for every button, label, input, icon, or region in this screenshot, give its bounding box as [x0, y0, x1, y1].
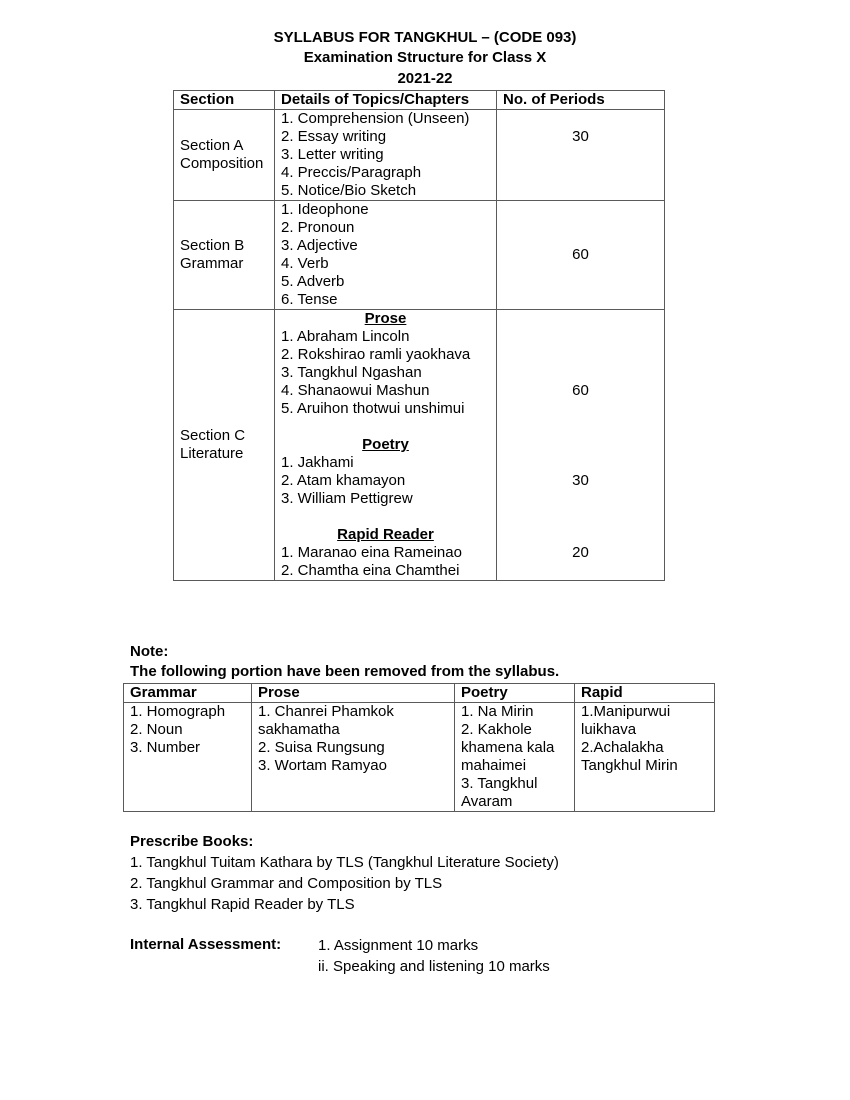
document-title: SYLLABUS FOR TANGKHUL – (CODE 093): [273, 29, 577, 46]
list-item: 2. Essay writing: [281, 128, 387, 145]
examination-structure-table: [173, 90, 665, 581]
column-header-section: Section: [174, 91, 275, 110]
list-item: sakhamatha: [258, 721, 340, 738]
section-b-periods: 60: [497, 201, 665, 310]
rapid-reader-periods: 20: [572, 544, 589, 561]
list-item: 2. Tangkhul Grammar and Composition by TLS: [130, 875, 443, 892]
list-item: 1.Manipurwui: [581, 703, 671, 720]
removed-portion-table: [123, 683, 715, 812]
list-item: mahaimei: [461, 757, 527, 774]
section-b-label: [174, 201, 275, 310]
list-item: ii. Speaking and listening 10 marks: [318, 958, 550, 975]
list-item: 2.Achalakha: [581, 739, 664, 756]
list-item: Tangkhul Mirin: [581, 757, 678, 774]
table-header-row: [174, 91, 665, 110]
section-a-topics: [275, 110, 497, 201]
list-item: 5. Adverb: [281, 273, 345, 290]
column-header-rapid: Rapid: [575, 684, 715, 703]
list-item: 3. Tangkhul: [461, 775, 538, 792]
column-header-poetry: Poetry: [455, 684, 575, 703]
poetry-heading: Poetry: [362, 436, 409, 453]
section-a-name: Section A: [180, 137, 244, 154]
list-item: khamena kala: [461, 739, 555, 756]
section-c-periods: [497, 310, 665, 581]
internal-assessment-list: [318, 935, 550, 977]
document-subtitle: Examination Structure for Class X: [303, 49, 547, 66]
periods-value: 30: [572, 128, 589, 145]
section-c-name: Section C: [180, 427, 246, 444]
list-item: 1. Abraham Lincoln: [281, 328, 410, 345]
removed-prose-cell: [252, 703, 455, 812]
column-header-prose: Prose: [252, 684, 455, 703]
internal-assessment-label: Internal Assessment:: [130, 936, 282, 953]
list-item: 4. Shanaowui Mashun: [281, 382, 430, 399]
list-item: 1. Homograph: [130, 703, 226, 720]
list-item: 2. Pronoun: [281, 219, 355, 236]
section-b-subject: Grammar: [180, 255, 244, 272]
list-item: 2. Kakhole: [461, 721, 532, 738]
list-item: 1. Jakhami: [281, 454, 354, 471]
list-item: luikhava: [581, 721, 637, 738]
list-item: 2. Rokshirao ramli yaokhava: [281, 346, 471, 363]
prescribed-books-heading: Prescribe Books:: [130, 833, 254, 850]
list-item: 1. Maranao eina Rameinao: [281, 544, 462, 561]
list-item: 3. William Pettigrew: [281, 490, 413, 507]
rapid-reader-heading: Rapid Reader: [337, 526, 434, 543]
list-item: 2. Atam khamayon: [281, 472, 406, 489]
removed-rapid-cell: [575, 703, 715, 812]
table-header-row: [124, 684, 715, 703]
list-item: 1. Assignment 10 marks: [318, 937, 479, 954]
table-row: [124, 703, 715, 812]
list-item: 2. Noun: [130, 721, 183, 738]
list-item: 2. Chamtha eina Chamthei: [281, 562, 460, 579]
section-a-subject: Composition: [180, 155, 264, 172]
list-item: 1. Chanrei Phamkok: [258, 703, 394, 720]
prose-heading: Prose: [364, 310, 407, 327]
list-item: 2. Suisa Rungsung: [258, 739, 385, 756]
list-item: 3. Letter writing: [281, 146, 384, 163]
prose-periods: 60: [572, 382, 589, 399]
section-c-topics: [275, 310, 497, 581]
removed-grammar-cell: [124, 703, 252, 812]
list-item: 6. Tense: [281, 291, 338, 308]
list-item: 1. Tangkhul Tuitam Kathara by TLS (Tangkhul Literature Society): [130, 854, 559, 871]
list-item: 1. Comprehension (Unseen): [281, 110, 470, 127]
table-row-section-c: [174, 310, 665, 581]
list-item: 5. Aruihon thotwui unshimui: [281, 400, 465, 417]
column-header-details: Details of Topics/Chapters: [275, 91, 497, 110]
note-label: Note:: [130, 643, 169, 660]
section-a-label: [174, 110, 275, 201]
list-item: 4. Verb: [281, 255, 329, 272]
list-item: 1. Ideophone: [281, 201, 369, 218]
list-item: 4. Preccis/Paragraph: [281, 164, 422, 181]
list-item: 3. Adjective: [281, 237, 358, 254]
list-item: 3. Wortam Ramyao: [258, 757, 387, 774]
poetry-periods: 30: [572, 472, 589, 489]
list-item: 5. Notice/Bio Sketch: [281, 182, 417, 199]
section-c-subject: Literature: [180, 445, 244, 462]
section-b-topics: [275, 201, 497, 310]
column-header-periods: No. of Periods: [497, 91, 665, 110]
list-item: Avaram: [461, 793, 513, 810]
removed-poetry-cell: [455, 703, 575, 812]
note-text: The following portion have been removed from the syllabus.: [130, 663, 560, 680]
section-c-label: [174, 310, 275, 581]
list-item: 3. Tangkhul Ngashan: [281, 364, 422, 381]
list-item: 3. Number: [130, 739, 201, 756]
column-header-grammar: Grammar: [124, 684, 252, 703]
section-b-name: Section B: [180, 237, 245, 254]
prescribed-books-list: [130, 852, 559, 915]
document-year: 2021-22: [397, 70, 453, 87]
list-item: 3. Tangkhul Rapid Reader by TLS: [130, 896, 355, 913]
table-row-section-b: [174, 201, 665, 310]
section-a-periods: [497, 110, 665, 201]
list-item: 1. Na Mirin: [461, 703, 534, 720]
table-row-section-a: [174, 110, 665, 201]
